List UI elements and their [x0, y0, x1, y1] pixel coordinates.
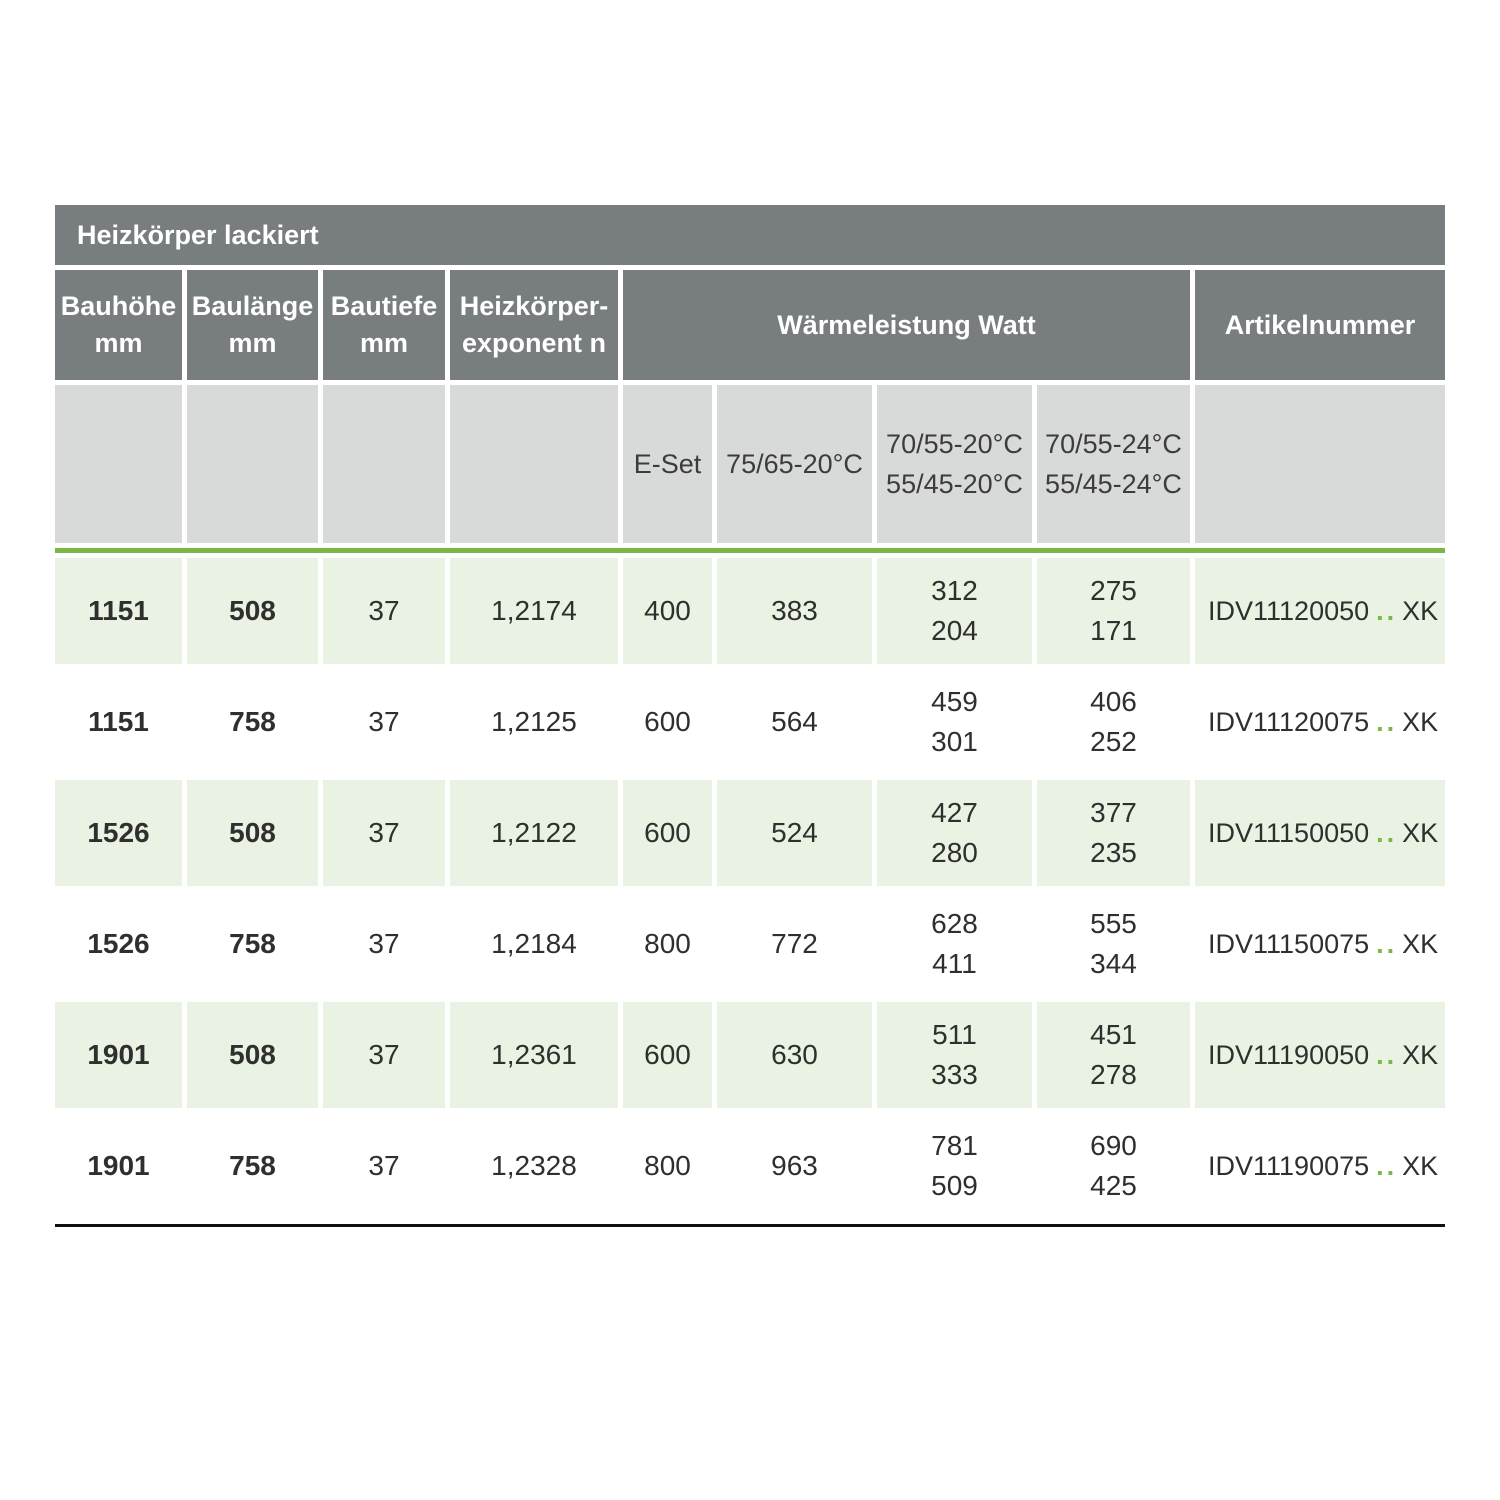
cell-eset: 600 [623, 1002, 712, 1108]
artikel-code: IDV11190075 [1208, 1151, 1370, 1181]
cell-watt-7565: 963 [717, 1113, 872, 1219]
col-header-bauhoehe [55, 270, 182, 380]
subheader-7055-20 [877, 385, 1032, 543]
watt-value: 275 [1090, 575, 1137, 606]
watt-value: 451 [1090, 1019, 1137, 1050]
cell-eset: 400 [623, 558, 712, 664]
header-line: mm [228, 328, 277, 358]
subheader-7565: 75/65-20°C [717, 385, 872, 543]
header-line: Baulänge [191, 291, 314, 321]
cell-exponent: 1,2125 [450, 669, 618, 775]
cell-exponent: 1,2361 [450, 1002, 618, 1108]
cell-eset: 600 [623, 669, 712, 775]
cell-watt-7055-24 [1037, 1002, 1190, 1108]
cell-watt-7565: 772 [717, 891, 872, 997]
artikel-suffix: XK [1402, 929, 1439, 959]
artikel-code: IDV11190050 [1208, 1040, 1370, 1070]
cell-watt-7055-20 [877, 558, 1032, 664]
cell-bautiefe: 37 [323, 891, 445, 997]
cell-baulaenge: 758 [187, 669, 318, 775]
col-header-waermeleistung: Wärmeleistung Watt [623, 270, 1190, 380]
col-header-exponent [450, 270, 618, 380]
artikel-dots: .. [1376, 1151, 1398, 1181]
col-header-artikelnummer: Artikelnummer [1195, 270, 1445, 380]
cell-watt-7055-24 [1037, 1113, 1190, 1219]
cell-baulaenge: 508 [187, 558, 318, 664]
cell-watt-7055-20 [877, 669, 1032, 775]
artikel-code: IDV11150050 [1208, 818, 1370, 848]
cell-exponent: 1,2184 [450, 891, 618, 997]
col-header-bautiefe [323, 270, 445, 380]
cell-exponent: 1,2328 [450, 1113, 618, 1219]
header-line: Heizkörper- [459, 291, 609, 321]
watt-value: 377 [1090, 797, 1137, 828]
table-title: Heizkörper lackiert [55, 205, 1445, 265]
watt-value: 406 [1090, 686, 1137, 717]
artikel-suffix: XK [1402, 596, 1439, 626]
artikel-dots: .. [1376, 1040, 1398, 1070]
subheader-line: 70/55-20°C [886, 429, 1023, 459]
watt-value: 204 [931, 615, 978, 646]
subheader-empty-baulaenge [187, 385, 318, 543]
cell-artikelnummer [1195, 780, 1445, 886]
col-header-baulaenge [187, 270, 318, 380]
cell-watt-7055-20 [877, 891, 1032, 997]
cell-watt-7565: 630 [717, 1002, 872, 1108]
cell-watt-7055-24 [1037, 669, 1190, 775]
cell-watt-7565: 524 [717, 780, 872, 886]
watt-value: 411 [932, 948, 977, 979]
subheader-line: 55/45-20°C [886, 469, 1023, 499]
watt-value: 312 [931, 575, 978, 606]
watt-value: 511 [932, 1019, 977, 1050]
cell-eset: 800 [623, 891, 712, 997]
cell-baulaenge: 508 [187, 780, 318, 886]
radiator-spec-table [55, 205, 1445, 1227]
cell-bauhoehe: 1151 [55, 558, 182, 664]
subheader-empty-bauhoehe [55, 385, 182, 543]
cell-bautiefe: 37 [323, 558, 445, 664]
watt-value: 425 [1090, 1170, 1137, 1201]
artikel-dots: .. [1376, 707, 1398, 737]
cell-artikelnummer [1195, 669, 1445, 775]
cell-bauhoehe: 1901 [55, 1002, 182, 1108]
subheader-eset: E-Set [623, 385, 712, 543]
cell-watt-7055-24 [1037, 891, 1190, 997]
cell-watt-7055-20 [877, 780, 1032, 886]
artikel-suffix: XK [1402, 818, 1439, 848]
cell-artikelnummer [1195, 1113, 1445, 1219]
subheader-line: 55/45-24°C [1045, 469, 1182, 499]
subheader-7055-24 [1037, 385, 1190, 543]
watt-value: 252 [1090, 726, 1137, 757]
subheader-empty-artikelnummer [1195, 385, 1445, 543]
cell-exponent: 1,2174 [450, 558, 618, 664]
watt-value: 690 [1090, 1130, 1137, 1161]
cell-watt-7055-20 [877, 1002, 1032, 1108]
artikel-suffix: XK [1402, 707, 1439, 737]
cell-artikelnummer [1195, 891, 1445, 997]
header-line: mm [94, 328, 143, 358]
header-line: Bautiefe [330, 291, 438, 321]
watt-value: 555 [1090, 908, 1137, 939]
artikel-suffix: XK [1402, 1040, 1439, 1070]
watt-value: 278 [1090, 1059, 1137, 1090]
cell-eset: 800 [623, 1113, 712, 1219]
subheader-empty-exponent [450, 385, 618, 543]
cell-watt-7565: 564 [717, 669, 872, 775]
cell-bauhoehe: 1526 [55, 891, 182, 997]
cell-exponent: 1,2122 [450, 780, 618, 886]
cell-bauhoehe: 1526 [55, 780, 182, 886]
cell-artikelnummer [1195, 558, 1445, 664]
subheader-line: 70/55-24°C [1045, 429, 1182, 459]
cell-bautiefe: 37 [323, 1113, 445, 1219]
cell-bautiefe: 37 [323, 780, 445, 886]
subheader-empty-bautiefe [323, 385, 445, 543]
watt-value: 235 [1090, 837, 1137, 868]
watt-value: 427 [931, 797, 978, 828]
artikel-dots: .. [1376, 596, 1398, 626]
watt-value: 509 [931, 1170, 978, 1201]
cell-bauhoehe: 1901 [55, 1113, 182, 1219]
header-line: exponent n [461, 328, 606, 358]
cell-artikelnummer [1195, 1002, 1445, 1108]
cell-baulaenge: 758 [187, 891, 318, 997]
header-line: Bauhöhe [60, 291, 177, 321]
header-accent-rule [55, 548, 1445, 553]
watt-value: 280 [931, 837, 978, 868]
header-line: mm [359, 328, 408, 358]
watt-value: 333 [931, 1059, 978, 1090]
watt-value: 301 [931, 726, 978, 757]
cell-bauhoehe: 1151 [55, 669, 182, 775]
cell-baulaenge: 758 [187, 1113, 318, 1219]
artikel-suffix: XK [1402, 1151, 1439, 1181]
watt-value: 171 [1090, 615, 1137, 646]
cell-watt-7055-20 [877, 1113, 1032, 1219]
table-bottom-rule [55, 1224, 1445, 1227]
cell-bautiefe: 37 [323, 1002, 445, 1108]
artikel-code: IDV11120050 [1208, 596, 1370, 626]
cell-watt-7055-24 [1037, 558, 1190, 664]
artikel-code: IDV11120075 [1208, 707, 1370, 737]
watt-value: 628 [931, 908, 978, 939]
cell-eset: 600 [623, 780, 712, 886]
watt-value: 459 [931, 686, 978, 717]
artikel-dots: .. [1376, 818, 1398, 848]
watt-value: 344 [1090, 948, 1137, 979]
cell-baulaenge: 508 [187, 1002, 318, 1108]
cell-watt-7565: 383 [717, 558, 872, 664]
watt-value: 781 [931, 1130, 978, 1161]
cell-watt-7055-24 [1037, 780, 1190, 886]
artikel-dots: .. [1376, 929, 1398, 959]
cell-bautiefe: 37 [323, 669, 445, 775]
artikel-code: IDV11150075 [1208, 929, 1370, 959]
